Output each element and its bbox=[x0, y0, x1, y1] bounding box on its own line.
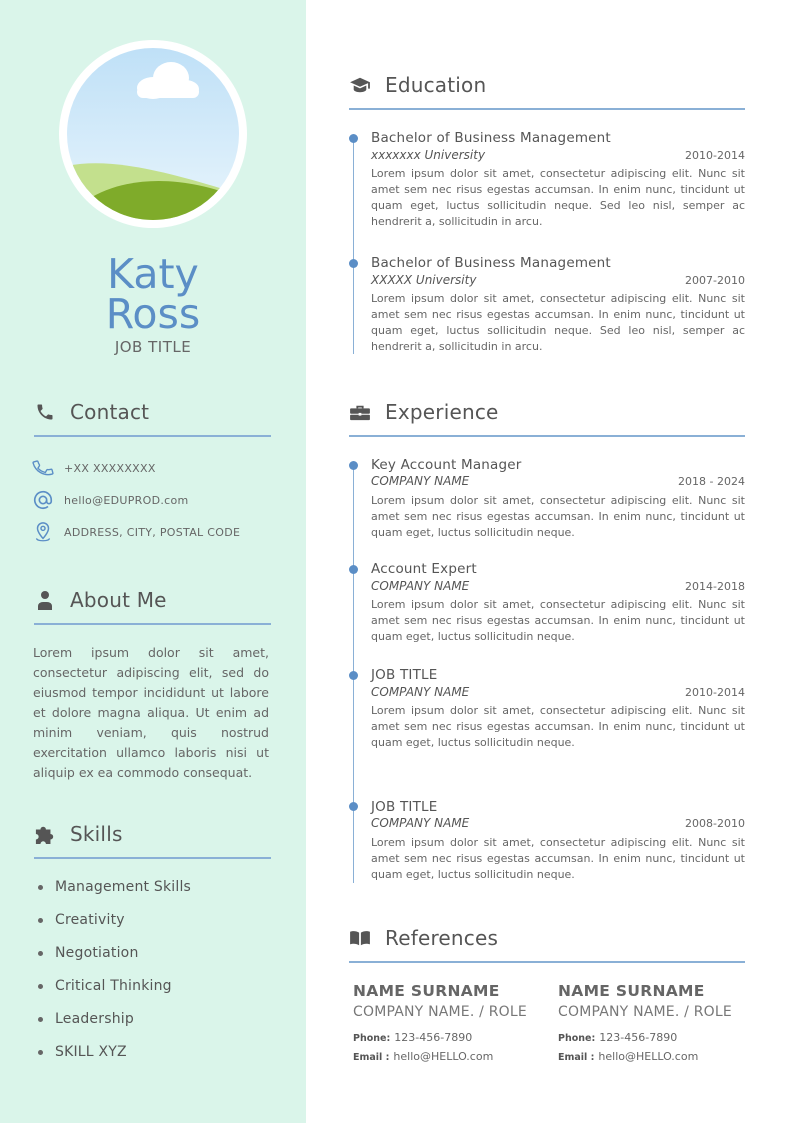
contact-email-row[interactable] bbox=[32, 489, 189, 511]
experience-desc: Lorem ipsum dolor sit amet, consectetur adipiscing elit. Nunc sit amet sem nec risus egestas accumsan. In enim nunc, tincidunt ut quam eget, luctus sollicitudin neque. bbox=[371, 598, 745, 643]
reference-email-row[interactable]: Email : hello@HELLO.com bbox=[353, 1050, 494, 1063]
education-title: Bachelor of Business Management bbox=[371, 130, 611, 146]
experience-divider bbox=[349, 435, 745, 437]
experience-desc: Lorem ipsum dolor sit amet, consectetur adipiscing elit. Nunc sit amet sem nec risus egestas accumsan. In enim nunc, tincidunt ut quam eget, luctus sollicitudin neque. bbox=[371, 494, 745, 539]
experience-company: COMPANY NAME bbox=[371, 579, 470, 593]
timeline-dot bbox=[349, 259, 358, 268]
timeline-dot bbox=[349, 802, 358, 811]
skill-item: Negotiation bbox=[38, 945, 139, 961]
experience-title: JOB TITLE bbox=[371, 799, 438, 815]
skill-item: Leadership bbox=[38, 1011, 134, 1027]
reference-email: hello@HELLO.com bbox=[598, 1050, 699, 1063]
experience-title: Account Expert bbox=[371, 561, 477, 577]
timeline-dot bbox=[349, 671, 358, 680]
references-heading: References bbox=[349, 926, 498, 950]
first-name: Katy bbox=[107, 250, 199, 298]
references-divider bbox=[349, 961, 745, 963]
contact-email[interactable]: hello@EDUPROD.com bbox=[64, 493, 189, 507]
puzzle-icon bbox=[34, 823, 56, 845]
experience-desc: Lorem ipsum dolor sit amet, consectetur adipiscing elit. Nunc sit amet sem nec risus egestas accumsan. In enim nunc, tincidunt ut quam eget, luctus sollicitudin neque. bbox=[371, 836, 745, 881]
about-divider bbox=[34, 623, 271, 625]
contact-heading: Contact bbox=[34, 400, 149, 424]
book-icon bbox=[349, 927, 371, 949]
contact-address-row bbox=[32, 521, 240, 543]
education-heading: Education bbox=[349, 73, 486, 97]
contact-address: ADDRESS, CITY, POSTAL CODE bbox=[64, 525, 241, 539]
skills-heading: Skills bbox=[34, 822, 123, 846]
timeline-dot bbox=[349, 461, 358, 470]
experience-dates: 2018 - 2024 bbox=[678, 475, 745, 488]
experience-company: COMPANY NAME bbox=[371, 474, 470, 488]
reference-phone-row: Phone: 123-456-7890 bbox=[558, 1031, 678, 1044]
experience-title: Key Account Manager bbox=[371, 457, 522, 473]
experience-dates: 2010-2014 bbox=[685, 686, 745, 699]
landscape-avatar-icon bbox=[67, 48, 239, 220]
education-divider bbox=[349, 108, 745, 110]
education-desc: Lorem ipsum dolor sit amet, consectetur adipiscing elit. Nunc sit amet sem nec risus egestas accumsan. In enim nunc, tincidunt ut quam eget, luctus sollicitudin neque. Sed leo nisl, semper ac hendrerit a, sollicitudin in arcu. bbox=[371, 292, 745, 353]
reference-phone: 123-456-7890 bbox=[394, 1031, 473, 1044]
skills-divider bbox=[34, 857, 271, 859]
last-name: Ross bbox=[105, 290, 201, 338]
person-icon bbox=[34, 589, 56, 611]
reference-email: hello@HELLO.com bbox=[393, 1050, 494, 1063]
experience-company: COMPANY NAME bbox=[371, 816, 470, 830]
contact-phone: +XX XXXXXXXX bbox=[64, 461, 156, 475]
education-dates: 2007-2010 bbox=[685, 274, 745, 287]
contact-phone-row bbox=[32, 457, 156, 479]
experience-company: COMPANY NAME bbox=[371, 685, 470, 699]
reference-name: NAME SURNAME bbox=[353, 982, 500, 1000]
job-title: JOB TITLE bbox=[114, 338, 192, 356]
about-heading: About Me bbox=[34, 588, 167, 612]
avatar bbox=[59, 40, 247, 228]
reference-name: NAME SURNAME bbox=[558, 982, 705, 1000]
briefcase-icon bbox=[349, 401, 371, 423]
experience-dates: 2014-2018 bbox=[685, 580, 745, 593]
reference-phone-row: Phone: 123-456-7890 bbox=[353, 1031, 473, 1044]
timeline-dot bbox=[349, 134, 358, 143]
at-icon bbox=[32, 489, 54, 511]
skill-item: SKILL XYZ bbox=[38, 1044, 127, 1060]
reference-phone: 123-456-7890 bbox=[599, 1031, 678, 1044]
timeline-dot bbox=[349, 565, 358, 574]
reference-role: COMPANY NAME. / ROLE bbox=[558, 1004, 732, 1020]
education-school: XXXXX University bbox=[371, 273, 477, 287]
reference-role: COMPANY NAME. / ROLE bbox=[353, 1004, 527, 1020]
phone-icon bbox=[34, 401, 56, 423]
sidebar bbox=[0, 0, 306, 1123]
education-dates: 2010-2014 bbox=[685, 149, 745, 162]
reference-email-row[interactable]: Email : hello@HELLO.com bbox=[558, 1050, 699, 1063]
contact-divider bbox=[34, 435, 271, 437]
experience-desc: Lorem ipsum dolor sit amet, consectetur adipiscing elit. Nunc sit amet sem nec risus egestas accumsan. In enim nunc, tincidunt ut quam eget, luctus sollicitudin neque. bbox=[371, 704, 745, 749]
graduation-cap-icon bbox=[349, 74, 371, 96]
education-title: Bachelor of Business Management bbox=[371, 255, 611, 271]
location-pin-icon bbox=[32, 521, 54, 543]
education-desc: Lorem ipsum dolor sit amet, consectetur adipiscing elit. Nunc sit amet sem nec risus egestas accumsan. In enim nunc, tincidunt ut quam eget, luctus sollicitudin neque. Sed leo nisl, semper ac hendrerit a, sollicitudin in arcu. bbox=[371, 167, 745, 228]
about-text: Lorem ipsum dolor sit amet, consectetur adipiscing elit, sed do eiusmod tempor incididunt ut labore et dolore magna aliqua. Ut enim ad minim veniam, quis nostrud exercitation ullamco laboris nisi ut aliquip ex ea commodo consequat. bbox=[33, 645, 269, 780]
experience-heading: Experience bbox=[349, 400, 499, 424]
education-school: xxxxxxx University bbox=[371, 148, 486, 162]
skill-item: Creativity bbox=[38, 912, 125, 928]
experience-title: JOB TITLE bbox=[371, 667, 438, 683]
education-timeline bbox=[353, 138, 355, 354]
experience-dates: 2008-2010 bbox=[685, 817, 745, 830]
phone-outline-icon bbox=[32, 457, 54, 479]
skill-item: Critical Thinking bbox=[38, 978, 172, 994]
skill-item: Management Skills bbox=[38, 879, 191, 895]
